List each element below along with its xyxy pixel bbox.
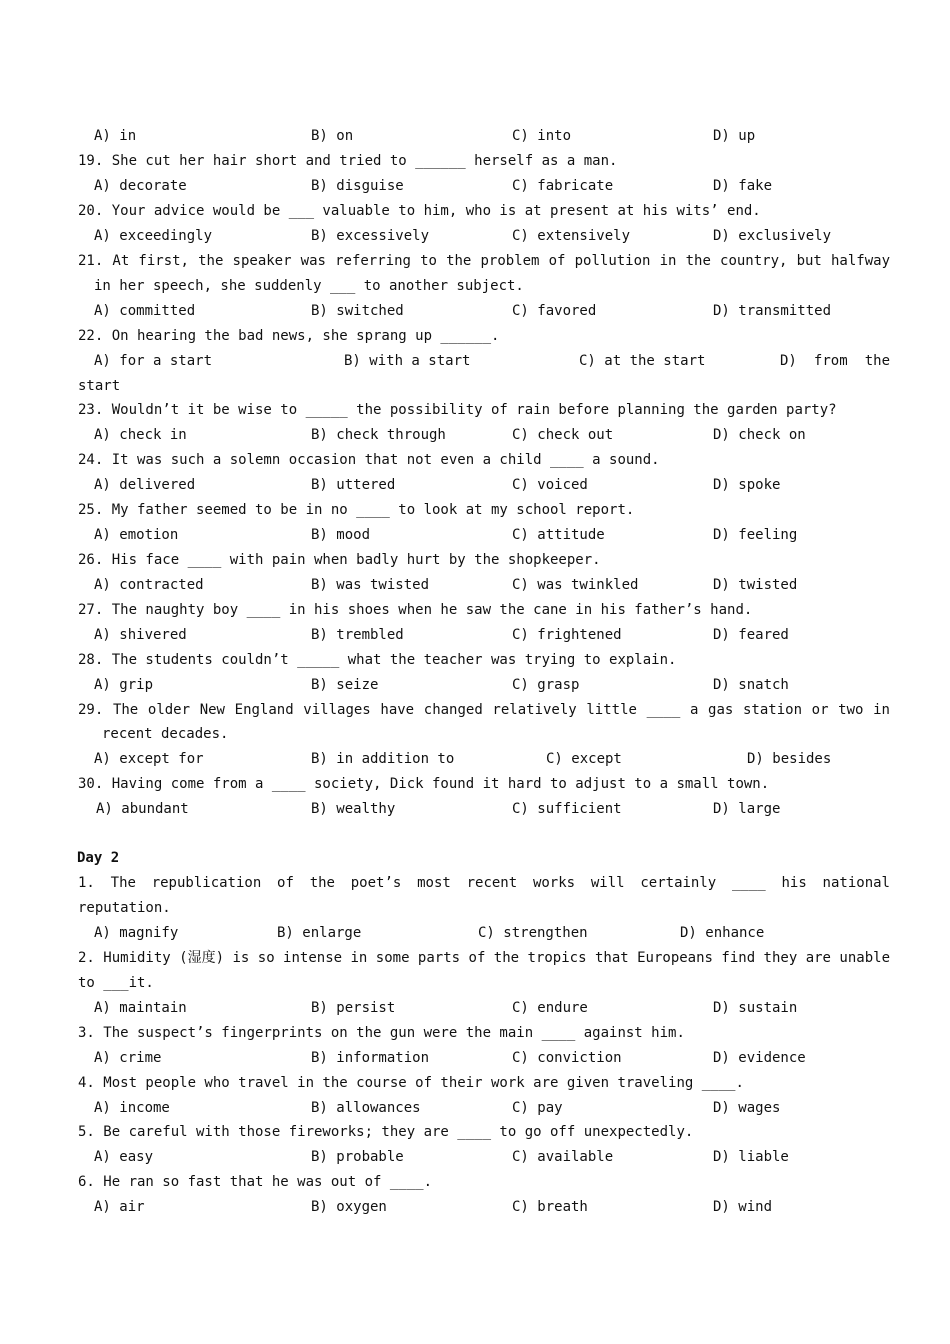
q24-option-d: D) spoke [713, 477, 781, 493]
q22-option-c: C) at the start [579, 353, 706, 369]
q21-option-c: C) favored [512, 303, 597, 319]
q25-option-c: C) attitude [512, 527, 605, 543]
q30-option-b: B) wealthy [311, 801, 396, 817]
q18-option-d: D) up [713, 128, 756, 144]
question-22: 22. On hearing the bad news, she sprang up ______. [78, 328, 500, 344]
day2-q3-option-a: A) crime [94, 1050, 162, 1066]
q22-option-b: B) with a start [344, 353, 471, 369]
day2-q6-option-c: C) breath [512, 1199, 588, 1215]
q19-option-d: D) fake [713, 178, 773, 194]
q29-option-a: A) except for [94, 751, 204, 767]
q26-option-c: C) was twinkled [512, 577, 639, 593]
day2-q1-option-d: D) enhance [680, 925, 765, 941]
q28-option-d: D) snatch [713, 677, 789, 693]
day2-question-4: 4. Most people who travel in the course of their work are given traveling ____. [78, 1075, 744, 1091]
day2-q4-option-c: C) pay [512, 1100, 563, 1116]
day2-q6-option-b: B) oxygen [311, 1199, 387, 1215]
day2-q5-option-c: C) available [512, 1149, 614, 1165]
day2-q5-option-d: D) liable [713, 1149, 789, 1165]
q23-option-b: B) check through [311, 427, 446, 443]
q22-option-d-overflow: start [78, 378, 121, 394]
q30-option-c: C) sufficient [512, 801, 622, 817]
q22-option-a: A) for a start [94, 353, 213, 369]
day2-q2-option-d: D) sustain [713, 1000, 798, 1016]
q20-option-a: A) exceedingly [94, 228, 213, 244]
question-28: 28. The students couldn’t _____ what the teacher was trying to explain. [78, 652, 677, 668]
q29-option-d: D) besides [747, 751, 832, 767]
q30-option-a: A) abundant [96, 801, 189, 817]
question-25: 25. My father seemed to be in no ____ to look at my school report. [78, 502, 635, 518]
day2-q3-option-c: C) conviction [512, 1050, 622, 1066]
q28-option-c: C) grasp [512, 677, 580, 693]
q19-option-a: A) decorate [94, 178, 187, 194]
q22-option-d: D) from the [780, 353, 890, 369]
day2-q1-option-b: B) enlarge [277, 925, 362, 941]
q27-option-b: B) trembled [311, 627, 404, 643]
day2-question-5: 5. Be careful with those fireworks; they are ____ to go off unexpectedly. [78, 1124, 694, 1140]
q23-option-d: D) check on [713, 427, 806, 443]
q28-option-a: A) grip [94, 677, 154, 693]
day2-q4-option-a: A) income [94, 1100, 170, 1116]
day2-q4-option-d: D) wages [713, 1100, 781, 1116]
question-29-line-2: recent decades. [102, 726, 229, 742]
day2-q1-option-a: A) magnify [94, 925, 179, 941]
q21-option-a: A) committed [94, 303, 196, 319]
question-30: 30. Having come from a ____ society, Dick found it hard to adjust to a small town. [78, 776, 770, 792]
question-26: 26. His face ____ with pain when badly hurt by the shopkeeper. [78, 552, 601, 568]
q26-option-a: A) contracted [94, 577, 204, 593]
q26-option-d: D) twisted [713, 577, 798, 593]
q21-option-b: B) switched [311, 303, 404, 319]
question-23: 23. Wouldn’t it be wise to _____ the possibility of rain before planning the garden party? [78, 402, 837, 418]
question-21-line-2: in her speech, she suddenly ___ to another subject. [94, 278, 524, 294]
question-21-line-1: 21. At first, the speaker was referring to the problem of pollution in the country, but halfway [78, 253, 890, 269]
q27-option-c: C) frightened [512, 627, 622, 643]
question-20: 20. Your advice would be ___ valuable to him, who is at present at his wits’ end. [78, 203, 761, 219]
q20-option-c: C) extensively [512, 228, 631, 244]
day2-q2-option-a: A) maintain [94, 1000, 187, 1016]
day-2-heading: Day 2 [77, 850, 120, 866]
q29-option-c: C) except [546, 751, 622, 767]
q24-option-a: A) delivered [94, 477, 196, 493]
q18-option-a: A) in [94, 128, 137, 144]
q21-option-d: D) transmitted [713, 303, 832, 319]
day2-q2-option-b: B) persist [311, 1000, 396, 1016]
q25-option-b: B) mood [311, 527, 371, 543]
q30-option-d: D) large [713, 801, 781, 817]
day2-question-3: 3. The suspect’s fingerprints on the gun were the main ____ against him. [78, 1025, 685, 1041]
day2-question-1-line-1: 1. The republication of the poet’s most recent works will certainly ____ his national [78, 875, 890, 891]
q27-option-d: D) feared [713, 627, 789, 643]
q25-option-a: A) emotion [94, 527, 179, 543]
q23-option-c: C) check out [512, 427, 614, 443]
q19-option-c: C) fabricate [512, 178, 614, 194]
day2-question-1-line-2: reputation. [78, 900, 171, 916]
q23-option-a: A) check in [94, 427, 187, 443]
day2-q5-option-b: B) probable [311, 1149, 404, 1165]
q20-option-b: B) excessively [311, 228, 430, 244]
day2-q6-option-a: A) air [94, 1199, 145, 1215]
q24-option-b: B) uttered [311, 477, 396, 493]
q28-option-b: B) seize [311, 677, 379, 693]
day2-q5-option-a: A) easy [94, 1149, 154, 1165]
q18-option-b: B) on [311, 128, 354, 144]
q25-option-d: D) feeling [713, 527, 798, 543]
q29-option-b: B) in addition to [311, 751, 455, 767]
day2-question-2-line-2: to ___it. [78, 975, 154, 991]
q18-option-c: C) into [512, 128, 572, 144]
q20-option-d: D) exclusively [713, 228, 832, 244]
day2-question-6: 6. He ran so fast that he was out of ____. [78, 1174, 433, 1190]
question-24: 24. It was such a solemn occasion that not even a child ____ a sound. [78, 452, 660, 468]
q24-option-c: C) voiced [512, 477, 588, 493]
day2-q4-option-b: B) allowances [311, 1100, 421, 1116]
question-27: 27. The naughty boy ____ in his shoes when he saw the cane in his father’s hand. [78, 602, 753, 618]
day2-question-2-line-1: 2. Humidity (湿度) is so intense in some parts of the tropics that Europeans find they are unable [78, 950, 890, 966]
day2-q3-option-d: D) evidence [713, 1050, 806, 1066]
q27-option-a: A) shivered [94, 627, 187, 643]
question-29-line-1: 29. The older New England villages have changed relatively little ____ a gas station or two in [78, 702, 890, 718]
day2-q6-option-d: D) wind [713, 1199, 773, 1215]
day2-q2-option-c: C) endure [512, 1000, 588, 1016]
day2-q3-option-b: B) information [311, 1050, 430, 1066]
q19-option-b: B) disguise [311, 178, 404, 194]
day2-q1-option-c: C) strengthen [478, 925, 588, 941]
question-19: 19. She cut her hair short and tried to ______ herself as a man. [78, 153, 618, 169]
q26-option-b: B) was twisted [311, 577, 430, 593]
